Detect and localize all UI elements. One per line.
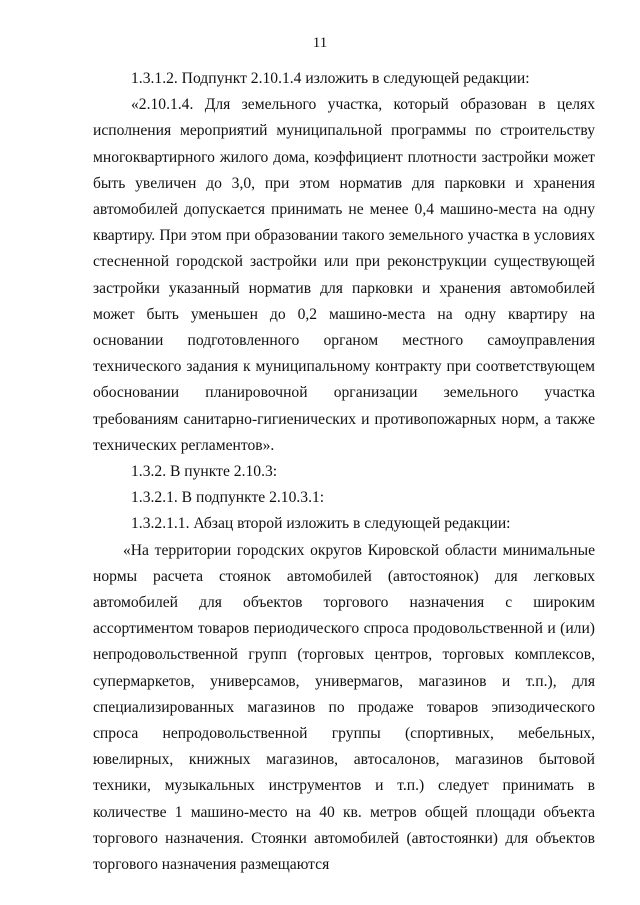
page-number: 11	[312, 35, 328, 51]
paragraph-1-3-2-1-1: 1.3.2.1.1. Абзац второй изложить в следующей редакции:	[131, 515, 511, 533]
paragraph-2-10-1-4-text: «2.10.1.4. Для земельного участка, который образован в целях исполнения мероприятий муниципальной программы по строительству многоквартирного жилого дома, коэффициент плотности застройки может быть увеличен до 3,0, при этом норматив для парковки и хранения автомобилей допускается принимать не менее 0,4 машино-места на одну квартиру. При этом при образовании такого земельного участка в условиях стесненной городской застройки или при реконструкции существующей застройки указанный норматив для парковки и хранения автомобилей может быть уменьшен до 0,2 машино-места на одну квартиру на основании подготовленного органом местного самоуправления технического задания к муниципальному контракту при соответствующем обосновании планировочной организации земельного участка требованиям санитарно-гигиенических и противопожарных норм, а также технических регламентов».	[93, 96, 595, 454]
paragraph-parking-norms-text: «На территории городских округов Кировской области минимальные нормы расчета стоянок автомобилей (автостоянок) для легковых автомобилей для объектов торгового назначения с широким ассортиментом товаров периодического спроса продовольственной и (или) непродовольственной групп (торговых центров, торговых комплексов, супермаркетов, универсамов, универмагов, магазинов и т.п.), для специализированных магазинов по продаже товаров эпизодического спроса непродовольственной группы (спортивных, мебельных, ювелирных, книжных магазинов, автосалонов, магазинов бытовой техники, музыкальных инструментов и т.п.) следует принимать в количестве 1 машино-место на 40 кв. метров общей площади объекта торгового назначения. Стоянки автомобилей (автостоянки) для объектов торгового назначения размещаются	[93, 541, 595, 874]
paragraph-1-3-2-1: 1.3.2.1. В подпункте 2.10.3.1:	[131, 489, 325, 507]
paragraph-1-3-1-2: 1.3.1.2. Подпункт 2.10.1.4 изложить в следующей редакции:	[131, 70, 530, 87]
document-body	[93, 66, 595, 878]
paragraph-1-3-2: 1.3.2. В пункте 2.10.3:	[131, 463, 278, 481]
